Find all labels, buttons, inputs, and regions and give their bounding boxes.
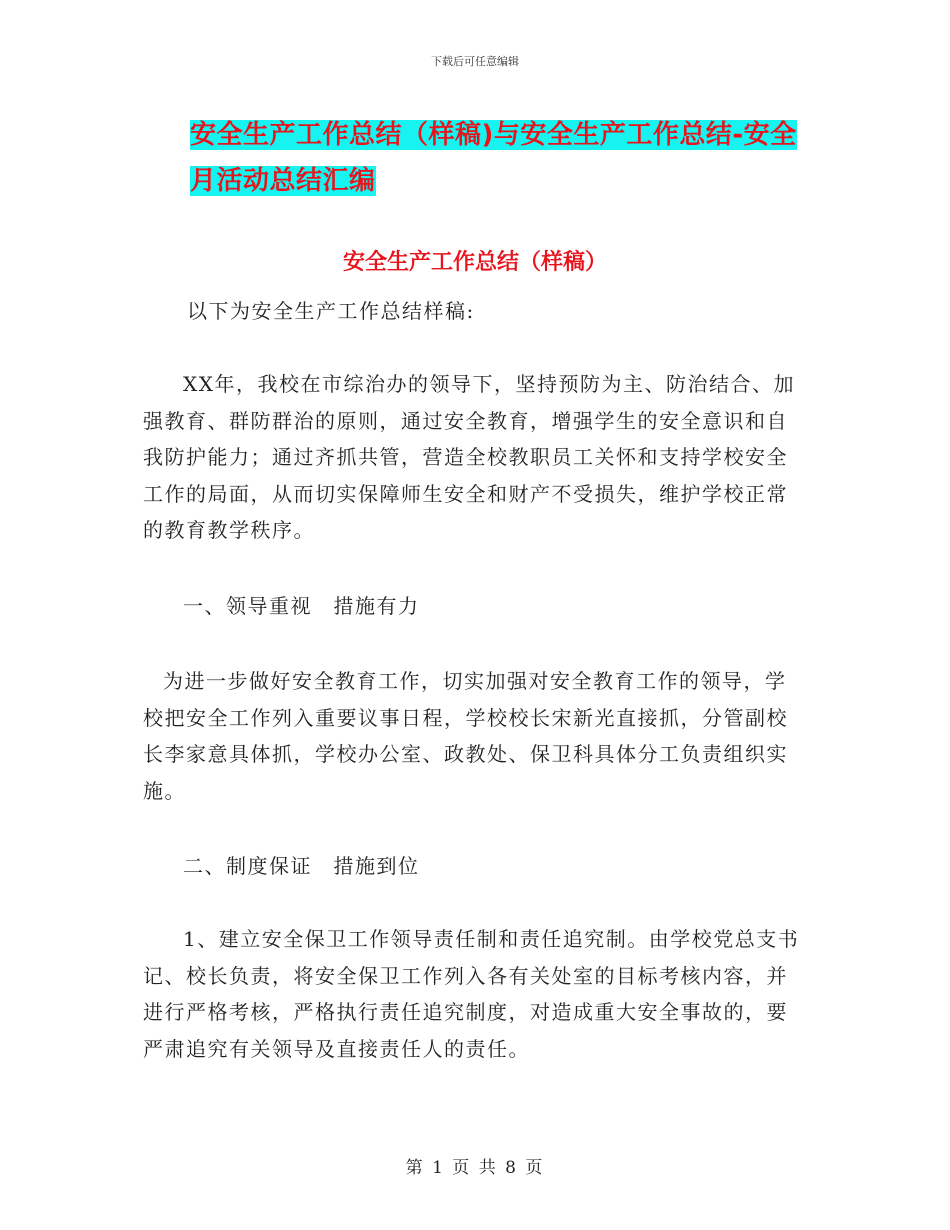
document-title <box>190 112 810 204</box>
heading-leadership: 一、领导重视 措施有力 <box>183 594 420 618</box>
header-note: 下载后可任意编辑 <box>431 55 519 68</box>
section-title: 安全生产工作总结（样稿） <box>342 250 607 275</box>
title-line-2: 月活动总结汇编 <box>190 166 376 196</box>
paragraph-overview: XX年，我校在市综治办的领导下，坚持预防为主、防治结合、加强教育、群防群治的原则，通过安全教育，增强学生的安全意识和自我防护能力；通过齐抓共管，营造全校教职员工关怀和支持学校安全工作的局面，从而切实保障师生安全和财产不受损失，维护学校正常的教育教学秩序。 <box>143 372 795 542</box>
intro-paragraph: 以下为安全生产工作总结样稿: <box>187 299 475 323</box>
page-number: 第 1 页 共 8 页 <box>405 1158 545 1178</box>
paragraph-responsibility: 1、建立安全保卫工作领导责任制和责任追究制。由学校党总支书记、校长负责，将安全保卫工作列入各有关处室的目标考核内容，并进行严格考核，严格执行责任追究制度，对造成重大安全事故的，要严肃追究有关领导及直接责任人的责任。 <box>143 927 800 1061</box>
title-line-1: 安全生产工作总结（样稿)与安全生产工作总结-安全 <box>190 120 797 150</box>
heading-system: 二、制度保证 措施到位 <box>183 854 420 878</box>
paragraph-leadership: 为进一步做好安全教育工作，切实加强对安全教育工作的领导，学校把安全工作列入重要议事日程，学校校长宋新光直接抓，分管副校长李家意具体抓，学校办公室、政教处、保卫科具体分工负责组织实施。 <box>143 669 788 803</box>
